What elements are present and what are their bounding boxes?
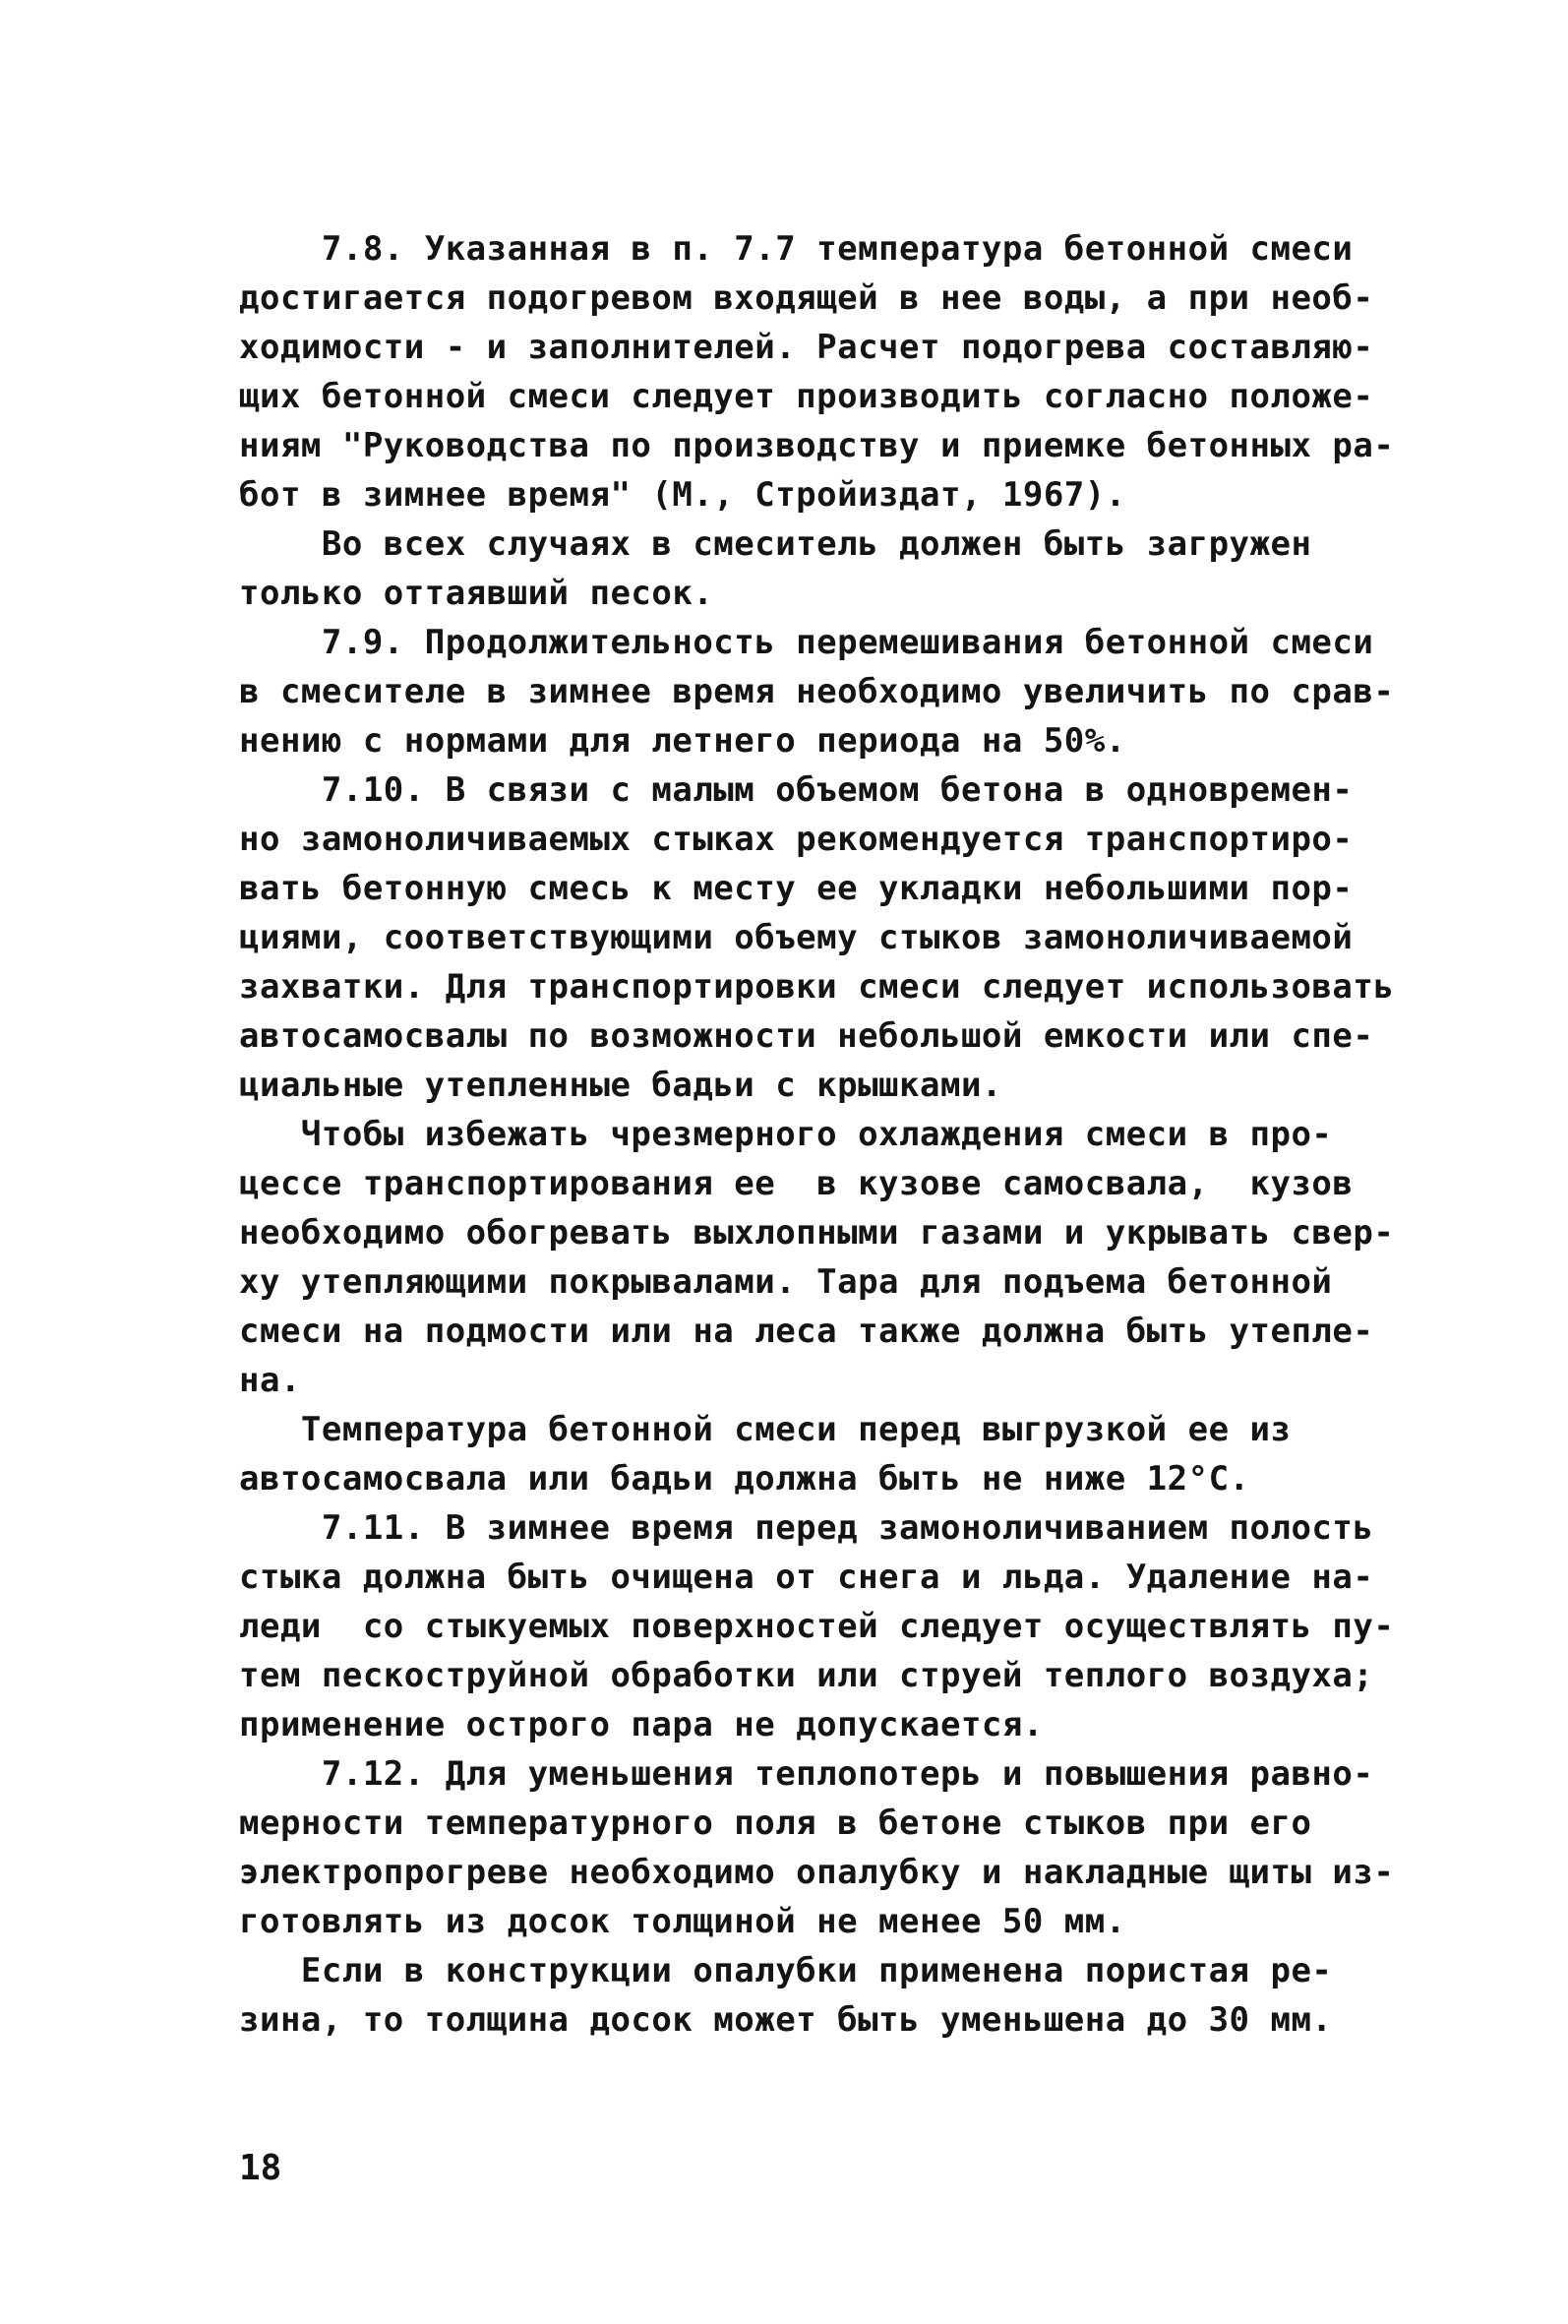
text-line: леди со стыкуемых поверхностей следует осуществлять пу-	[239, 1607, 1395, 1646]
text-line: циальные утепленные бадьи с крышками.	[239, 1066, 1002, 1105]
text-line: вать бетонную смесь к месту ее укладки небольшими пор-	[239, 869, 1354, 908]
text-line: ху утепляющими покрывалами. Тара для подъема бетонной	[239, 1262, 1333, 1302]
text-line: Во всех случаях в смеситель должен быть загружен	[239, 524, 1312, 564]
text-line: ниям "Руководства по производству и приемке бетонных ра-	[239, 426, 1395, 465]
text-line: Температура бетонной смеси перед выгрузкой ее из	[239, 1410, 1292, 1449]
text-line: захватки. Для транспортировки смеси следует использовать	[239, 967, 1395, 1007]
text-line: мерности температурного поля в бетоне стыков при его	[239, 1804, 1312, 1843]
text-line: смеси на подмости или на леса также должна быть утепле-	[239, 1312, 1374, 1351]
text-line: тем пескоструйной обработки или струей теплого воздуха;	[239, 1656, 1374, 1695]
text-line: необходимо обогревать выхлопными газами и укрывать свер-	[239, 1213, 1395, 1253]
text-line: автосамосвала или бадьи должна быть не ниже 12°C.	[239, 1459, 1250, 1498]
body-text	[239, 224, 1395, 2045]
text-line: электропрогреве необходимо опалубку и накладные щиты из-	[239, 1853, 1395, 1892]
text-line: Если в конструкции опалубки применена пористая ре-	[239, 1951, 1333, 1990]
page-number: 18	[239, 2148, 282, 2188]
text-line: нению с нормами для летнего периода на 50%.	[239, 721, 1126, 761]
text-line: 7.11. В зимнее время перед замоноличиванием полость	[239, 1508, 1374, 1548]
text-line: достигается подогревом входящей в нее воды, а при необ-	[239, 278, 1374, 318]
text-line: щих бетонной смеси следует производить согласно положе-	[239, 377, 1374, 416]
text-line: только оттаявший песок.	[239, 574, 714, 613]
text-line: готовлять из досок толщиной не менее 50 мм.	[239, 1902, 1126, 1941]
text-line: применение острого пара не допускается.	[239, 1705, 1044, 1744]
text-line: стыка должна быть очищена от снега и льда. Удаление на-	[239, 1558, 1374, 1597]
text-line: на.	[239, 1361, 301, 1400]
text-line: циями, соответствующими объему стыков замоноличиваемой	[239, 918, 1354, 957]
text-line: бот в зимнее время" (М., Стройиздат, 1967).	[239, 475, 1126, 515]
text-line: 7.12. Для уменьшения теплопотерь и повышения равно-	[239, 1754, 1374, 1794]
text-line: ходимости - и заполнителей. Расчет подогрева составляю-	[239, 328, 1374, 367]
text-line: но замоноличиваемых стыках рекомендуется транспортиро-	[239, 820, 1354, 859]
text-line: 7.9. Продолжительность перемешивания бетонной смеси	[239, 623, 1374, 662]
text-line: цессе транспортирования ее в кузове самосвала, кузов	[239, 1164, 1354, 1203]
text-line: Чтобы избежать чрезмерного охлаждения смеси в про-	[239, 1115, 1333, 1154]
text-line: автосамосвалы по возможности небольшой емкости или спе-	[239, 1016, 1374, 1056]
text-line: зина, то толщина досок может быть уменьшена до 30 мм.	[239, 2000, 1333, 2040]
text-line: 7.10. В связи с малым объемом бетона в одновремен-	[239, 770, 1354, 810]
text-line: 7.8. Указанная в п. 7.7 температура бетонной смеси	[239, 229, 1354, 269]
text-line: в смесителе в зимнее время необходимо увеличить по срав-	[239, 672, 1395, 711]
